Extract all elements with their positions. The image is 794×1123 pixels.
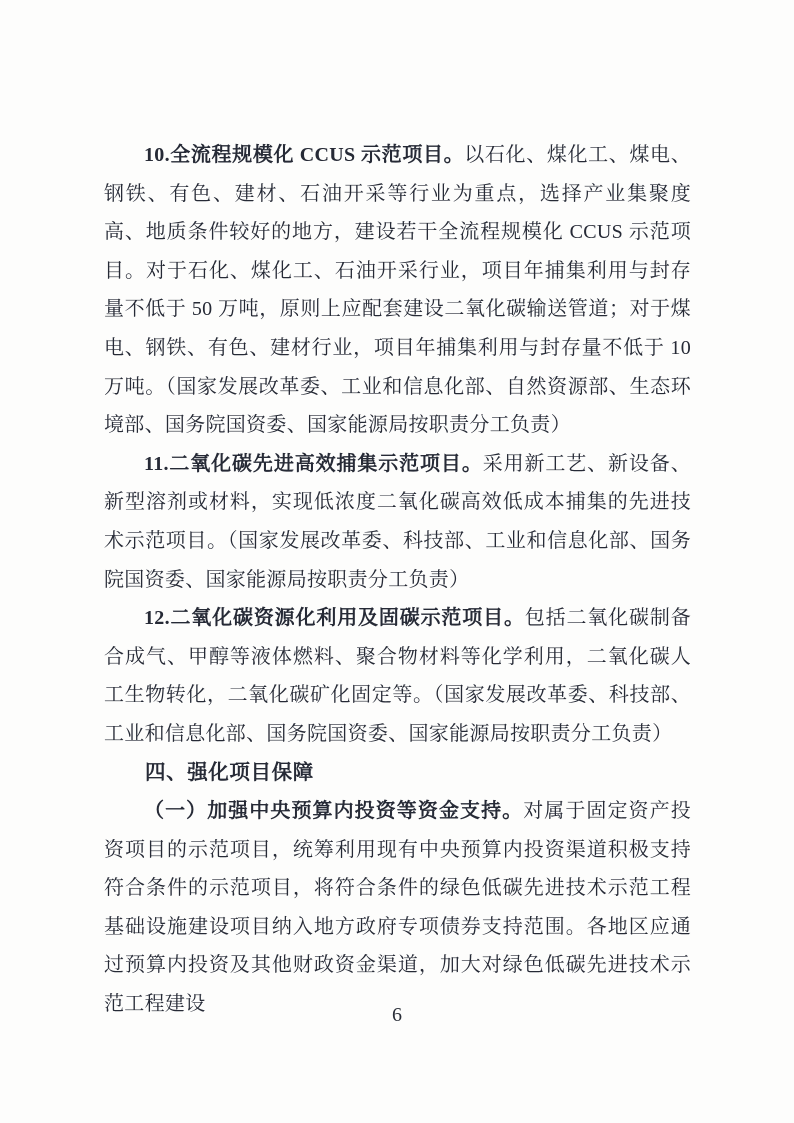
page-number: 6 <box>392 1004 402 1026</box>
paragraph-lead: （一）加强中央预算内投资等资金支持。 <box>144 800 524 823</box>
page-footer <box>0 1001 794 1029</box>
section-heading: 四、强化项目保障 <box>145 760 314 784</box>
paragraph-item-10 <box>104 136 691 445</box>
paragraph-lead: 10.全流程规模化 CCUS 示范项目。 <box>144 144 465 166</box>
paragraph-text: 采用新工艺、新设备、新型溶剂或材料，实现低浓度二氧化碳高效低成本捕集的先进技术示范项目。（国家发展改革委、科技部、工业和信息化部、国务院国资委、国家能源局按职责分工负责） <box>104 452 692 591</box>
paragraph-text: 对属于固定资产投资项目的示范项目，统筹利用现有中央预算内投资渠道积极支持符合条件的示范项目，将符合条件的绿色低碳先进技术示范工程基础设施建设项目纳入地方政府专项债券支持范围。各地区应通过预算内投资及其他财政资金渠道，加大对绿色低碳先进技术示范工程建设 <box>104 800 691 1016</box>
paragraph-lead: 12.二氧化碳资源化利用及固碳示范项目。 <box>144 607 525 630</box>
paragraph-support-1 <box>104 792 691 1024</box>
paragraph-item-12 <box>104 599 691 753</box>
paragraph-text: 包括二氧化碳制备合成气、甲醇等液体燃料、聚合物材料等化学利用，二氧化碳人工生物转化，二氧化碳矿化固定等。（国家发展改革委、科技部、工业和信息化部、国务院国资委、国家能源局按职责分工负责） <box>104 607 692 745</box>
document-body <box>104 136 691 1024</box>
paragraph-lead: 11.二氧化碳先进高效捕集示范项目。 <box>144 452 483 475</box>
paragraph-item-11 <box>104 445 691 599</box>
paragraph-text: 以石化、煤化工、煤电、钢铁、有色、建材、石油开采等行业为重点，选择产业集聚度高、地质条件较好的地方，建设若干全流程规模化 CCUS 示范项目。对于石化、煤化工、石油开采行业，项目年捕集利用与封存量不低于 50 万吨，原则上应配套建设二氧化碳输送管道；对于煤电、钢铁、有色、建材行业，项目年捕集利用与封存量不低于 10 万吨。（国家发展改革委、工业和信息化部、自然资源部、生态环境部、国务院国资委、国家能源局按职责分工负责） <box>104 144 691 437</box>
